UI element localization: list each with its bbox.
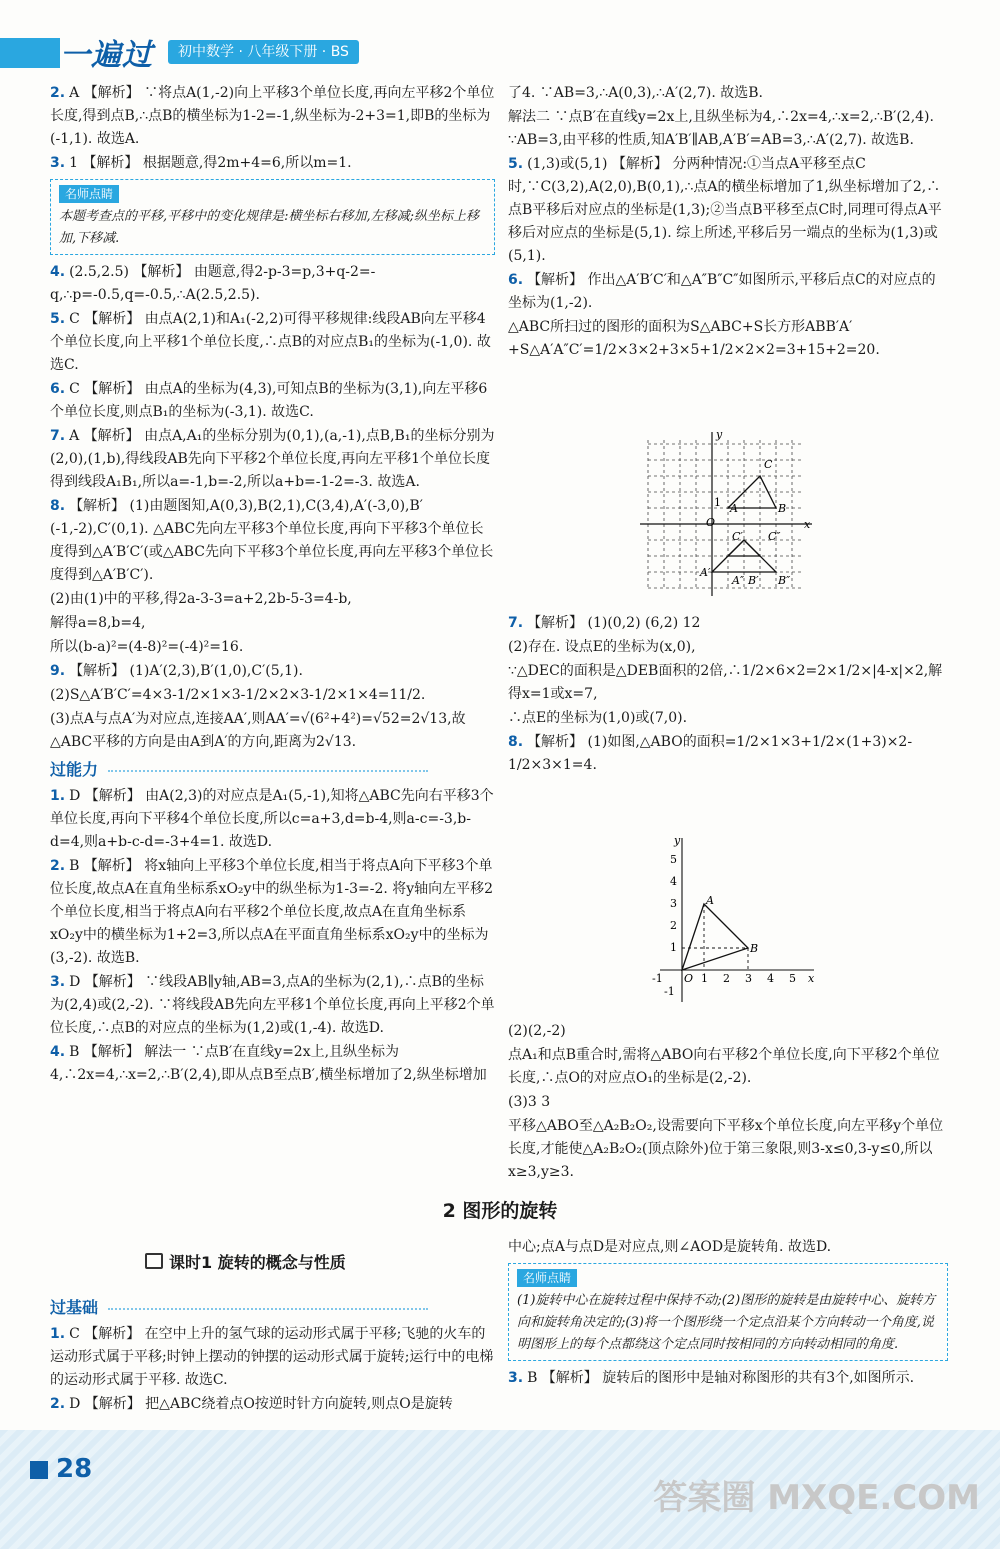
tick-label: 4: [670, 875, 677, 888]
tick-label: -1: [652, 972, 663, 985]
answer-item: 3. 1 【解析】 根据题意,得2m+4=6,所以m=1.: [50, 155, 352, 171]
tip-label: 名师点睛: [59, 185, 119, 203]
answer-line: 所以(b-a)²=(4-8)²=(-4)²=16.: [50, 639, 244, 655]
answer-item: 7. A 【解析】 由点A,A₁的坐标分别为(0,1),(a,-1),点B,B₁的坐标分别为(2,0),(1,b),得线段AB先向下平移2个单位长度,再向左平移1个单位长度得到线段A₁B₁,所以a=-1,b=-2,所以a+b=-1-2=-3. 故选A.: [50, 428, 495, 490]
header-logo: 一遍过: [60, 38, 153, 73]
tip-text: 本题考查点的平移,平移中的变化规律是:横坐标右移加,左移减;纵坐标上移加,下移减.: [59, 209, 480, 246]
origin-label: O: [706, 516, 716, 529]
answer-line: ∴点E的坐标为(1,0)或(7,0).: [508, 710, 688, 726]
answer-item: 2. B 【解析】 将x轴向上平移3个单位长度,相当于将点A向下平移3个单位长度,故点A在直角坐标系xO₂y中的纵坐标为1-3=-2. 将y轴向左平移2个单位长度,相当于将点A向右平移2个单位长度,故点A在直角坐标系xO₂y中的横坐标为1+2=3,所以点A在平面直角坐标系xO₂y中的坐标为(3,-2). 故选B.: [50, 858, 494, 966]
answer-item: 5. C 【解析】 由点A(2,1)和A₁(-2,2)可得平移规律:线段AB向左平移4个单位长度,向上平移1个单位长度,∴点B的对应点B₁的坐标为(-1,0). 故选C.: [50, 311, 491, 373]
page-marker: [30, 1461, 48, 1479]
answer-item: 8. 【解析】 (1)如图,△ABO的面积=1/2×1×3+1/2×(1+3)×2-1/2×3×1=4.: [508, 734, 913, 773]
tip-box: [508, 1263, 948, 1361]
answer-line: 解法二 ∵点B′在直线y=2x上,且纵坐标为4,∴2x=4,∴x=2,∴B′(2,4). ∵AB=3,由平移的性质,知A′B′∥AB,A′B′=AB=3,∴A′(2,7). 故选B.: [508, 109, 934, 148]
axis-y-label: y: [716, 428, 723, 441]
answer-line: (2)存在. 设点E的坐标为(x,0),: [508, 639, 696, 655]
point-label: A″: [732, 574, 745, 587]
answer-line: (3)点A与点A′为对应点,连接AA′,则AA′=√(6²+4²)=√52=2√13,故△ABC平移的方向是由A到A′的方向,距离为2√13.: [50, 711, 466, 750]
point-label: B: [750, 942, 759, 955]
answer-line: (2)由(1)中的平移,得2a-3-3=a+2,2b-5-3=4-b,: [50, 591, 352, 607]
answer-item: 5. (1,3)或(5,1) 【解析】 分两种情况:①当点A平移至点C时,∵C(3,2),A(2,0),B(0,1),∴点A的横坐标增加了1,纵坐标增加了2,∴点B平移后对应点的坐标是(1,3);②当点B平移至点C时,同理可得点A平移后对应点的坐标是(5,1). 综上所述,平移后另一端点的坐标为(1,3)或(5,1).: [508, 156, 942, 264]
answer-item: 1. C 【解析】 在空中上升的氢气球的运动形式属于平移;飞驰的火车的运动形式属于平移;时钟上摆动的钟摆的运动形式属于旋转;运行中的电梯的运动形式属于平移. 故选C.: [50, 1326, 494, 1388]
answer-line: ∵△DEC的面积是△DEB面积的2倍,∴1/2×6×2=2×1/2×|4-x|×2,解得x=1或x=7,: [508, 663, 943, 702]
tick-label: 2: [723, 972, 730, 985]
section-heading: 过基础: [50, 1296, 495, 1319]
point-label: C″: [768, 530, 781, 543]
answer-line: 了4. ∵AB=3,∴A(0,3),∴A′(2,7). 故选B.: [508, 85, 763, 101]
point-label: A: [706, 894, 714, 907]
watermark: 答案圈 MXQE.COM: [653, 1478, 980, 1518]
answer-line: 解得a=8,b=4,: [50, 615, 146, 631]
left-column: [50, 82, 495, 1088]
answer-line: 点A₁和点B重合时,需将△ABO向右平移2个单位长度,向下平移2个单位长度,∴点O的对应点O₁的坐标是(2,-2).: [508, 1047, 940, 1086]
point-label: B: [778, 502, 787, 515]
answer-item: 1. D 【解析】 由A(2,3)的对应点是A₁(5,-1),知将△ABC先向右平移3个单位长度,再向下平移4个单位长度,所以c=a+3,d=b-4,则a-c=-3,b-d=4,则a+b-c-d=-3+4=1. 故选D.: [50, 788, 494, 850]
bottom-right-column: [508, 1236, 948, 1391]
right-column: [508, 82, 948, 363]
answer-line: 平移△ABO至△A₂B₂O₂,设需要向下平移x个单位长度,向左平移y个单位长度,才能使△A₂B₂O₂(顶点除外)位于第三象限,则3-x≤0,3-y≤0,所以x≥3,y≥3.: [508, 1118, 944, 1180]
tip-box: [50, 179, 495, 255]
answer-line: (2)(2,-2): [508, 1023, 566, 1039]
point-label: C′: [732, 530, 743, 543]
section-heading: 过能力: [50, 758, 495, 781]
header-tag: 初中数学 · 八年级下册 · BS: [168, 40, 359, 64]
chapter-title: 2 图形的旋转: [442, 1200, 558, 1222]
origin-label: O: [684, 972, 694, 985]
answer-item: 7. 【解析】 (1)(0,2) (6,2) 12: [508, 615, 701, 631]
right-column-low: [508, 1020, 948, 1185]
page-footer: [0, 1430, 1000, 1549]
point-label: A′: [700, 566, 711, 579]
answer-item: 3. D 【解析】 ∵线段AB∥y轴,AB=3,点A的坐标为(2,1),∴点B的坐标为(2,4)或(2,-2). ∵将线段AB先向左平移1个单位长度,再向上平移2个单位长度,∴点B的对应点的坐标为(1,2)或(1,-4). 故选D.: [50, 974, 495, 1036]
answer-item: 8. 【解析】 (1)由题图知,A(0,3),B(2,1),C(3,4),A′(-3,0),B′(-1,-2),C′(0,1). △ABC先向左平移3个单位长度,再向下平移3个单位长度得到△A′B′C′(或△ABC先向下平移3个单位长度,再向左平移3个单位长度得到△A′B′C′).: [50, 498, 494, 583]
answer-item: 6. C 【解析】 由点A的坐标为(4,3),可知点B的坐标为(3,1),向左平移6个单位长度,则点B₁的坐标为(-3,1). 故选C.: [50, 381, 488, 420]
answer-item: 2. D 【解析】 把△ABC绕着点O按逆时针方向旋转,则点O是旋转: [50, 1396, 453, 1412]
book-icon: [145, 1253, 163, 1269]
answer-line: (2)S△A′B′C′=4×3-1/2×1×3-1/2×2×3-1/2×1×4=11/2.: [50, 687, 426, 703]
answer-item: 4. B 【解析】 解法一 ∵点B′在直线y=2x上,且纵坐标为4,∴2x=4,∴x=2,∴B′(2,4),即从点B至点B′,横坐标增加了2,纵坐标增加: [50, 1044, 487, 1083]
answer-item: 9. 【解析】 (1)A′(2,3),B′(1,0),C′(5,1).: [50, 663, 303, 679]
tick-label: 1: [670, 941, 677, 954]
tick-label: -1: [664, 985, 675, 998]
tick-label: 3: [745, 972, 752, 985]
translation-grid-figure: [640, 428, 820, 598]
tick-label: 5: [670, 853, 677, 866]
lesson-title: 课时1 旋转的概念与性质: [145, 1250, 346, 1273]
axis-x-label: x: [808, 972, 815, 985]
tip-text: (1)旋转中心在旋转过程中保持不动;(2)图形的旋转是由旋转中心、旋转方向和旋转角决定的;(3)将一个图形绕一个定点沿某个方向转动一个角度,说明图形上的每个点都绕这个定点同时按相同的方向转动相同的角度.: [517, 1293, 936, 1352]
axis-y-label: y: [674, 834, 681, 847]
tick-label: 1: [714, 496, 721, 509]
answer-line: (3)3 3: [508, 1094, 551, 1110]
tick-label: 5: [789, 972, 796, 985]
triangle-abo: [682, 904, 748, 970]
answer-line: 中心;点A与点D是对应点,则∠AOD是旋转角. 故选D.: [508, 1239, 832, 1255]
answer-item: 6. 【解析】 作出△A′B′C′和△A″B″C″如图所示,平移后点C的对应点的坐标为(1,-2).: [508, 272, 936, 311]
tick-label: 3: [670, 897, 677, 910]
answer-line: △ABC所扫过的图形的面积为S△ABC+S长方形ABB′A′+S△A′A″C′=1/2×3×2+3×5+1/2×2×2=3+15+2=20.: [508, 319, 880, 358]
point-label: A: [730, 502, 738, 515]
answer-item: 4. (2.5,2.5) 【解析】 由题意,得2-p-3=p,3+q-2=-q,∴p=-0.5,q=-0.5,∴A(2.5,2.5).: [50, 264, 376, 303]
right-column-mid: [508, 612, 948, 778]
page-header: [0, 30, 1000, 73]
point-label: B′: [748, 574, 759, 587]
axis-x-label: x: [804, 518, 811, 531]
tick-label: 2: [670, 919, 677, 932]
point-label: B″: [778, 574, 791, 587]
page-number: 28: [56, 1454, 93, 1484]
point-label: C: [764, 458, 773, 471]
bottom-left-column: [50, 1292, 495, 1417]
tick-label: 4: [767, 972, 774, 985]
triangle-abo-figure: [650, 832, 820, 1012]
header-band: [0, 38, 60, 68]
tip-label: 名师点睛: [517, 1269, 577, 1287]
answer-item: 2. A 【解析】 ∵将点A(1,-2)向上平移3个单位长度,再向左平移2个单位长度,得到点B,∴点B的横坐标为1-2=-1,纵坐标为-2+3=1,即B的坐标为(-1,1). 故选A.: [50, 85, 495, 147]
tick-label: 1: [701, 972, 708, 985]
answer-item: 3. B 【解析】 旋转后的图形中是轴对称图形的共有3个,如图所示.: [508, 1370, 915, 1386]
